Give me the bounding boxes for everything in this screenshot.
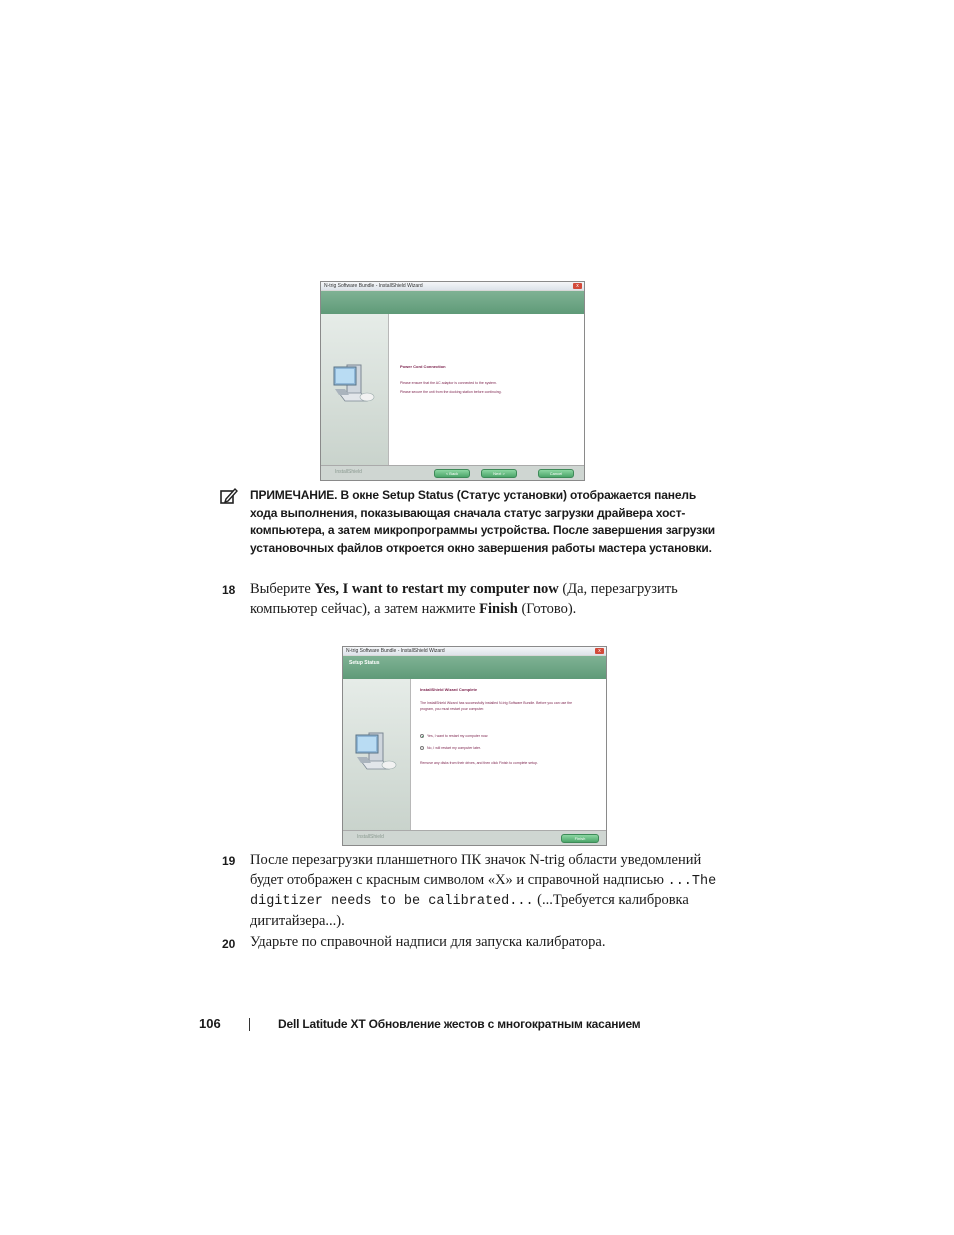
close-icon[interactable]: x — [595, 648, 604, 654]
step-18-t1: Выберите — [250, 581, 315, 597]
next-button[interactable]: Next > — [481, 469, 517, 478]
back-button[interactable]: < Back — [434, 469, 470, 478]
note-block — [250, 487, 720, 557]
step-18-number: 18 — [222, 583, 236, 597]
note-text-1: В окне — [337, 488, 383, 502]
content-line-1: The InstallShield Wizard has successfully installed N-trig Software Bundle. Before you can use the — [420, 701, 573, 705]
wizard-screenshot-power — [320, 281, 585, 481]
window-title: N-trig Software Bundle - InstallShield Wizard — [343, 647, 606, 655]
content-line-2: program, you must restart your computer. — [420, 707, 485, 711]
step-19-t1: После перезагрузки планшетного ПК значок N-trig области уведомлений будет отображен с красным символом «X» и справочной надписью — [250, 852, 702, 888]
cancel-button[interactable]: Cancel — [538, 469, 574, 478]
wizard-sidebar — [343, 679, 411, 831]
content-line-3: Remove any disks from their drives, and then click Finish to complete setup. — [420, 761, 538, 765]
content-heading: Power Cord Connection — [400, 364, 446, 369]
wizard-sidebar — [321, 314, 389, 466]
content-heading: InstallShield Wizard Complete — [420, 687, 478, 692]
step-18-text — [250, 580, 720, 619]
setup-status-title: Setup Status — [349, 660, 380, 666]
window-title: N-trig Software Bundle - InstallShield Wizard — [321, 282, 584, 290]
content-line-2: Please secure the unit from the docking station before continuing. — [400, 390, 502, 394]
restart-later-radio[interactable] — [420, 746, 424, 750]
step-20-number: 20 — [222, 937, 236, 951]
page-number: 106 — [199, 1016, 221, 1031]
wizard-content — [411, 679, 606, 831]
note-label: ПРИМЕЧАНИЕ. — [250, 488, 338, 502]
step-18-t3: (Готово). — [517, 600, 577, 617]
wizard-footer — [343, 830, 606, 845]
step-19-text — [250, 851, 720, 931]
installshield-brand: InstallShield — [335, 469, 362, 475]
note-bold-setup-status: Setup Status — [382, 488, 454, 502]
close-icon[interactable]: x — [573, 283, 582, 289]
step-19-t2: (...Требуется калибровка дигитайзера...). — [250, 892, 689, 929]
note-text-2: (Статус установки) отображается панель хода выполнения, показывающая сначала статус загрузки драйвера хост-компьютера, а затем микропрограммы устройства. После завершения загрузки установочных файлов откроется окно завершения работы мастера установки. — [250, 488, 716, 555]
wizard-footer — [321, 465, 584, 480]
installshield-brand: InstallShield — [357, 834, 384, 840]
finish-button[interactable]: Finish — [561, 834, 599, 843]
note-pencil-icon — [220, 487, 238, 505]
step-19-tooltip-text: ...The digitizer needs to be calibrated... — [250, 873, 717, 909]
header-band — [321, 291, 584, 314]
step-18-t2: (Да, перезагрузить компьютер сейчас), а затем нажмите — [250, 581, 678, 617]
step-19-number: 19 — [222, 854, 236, 868]
computer-icon — [353, 727, 399, 775]
step-18-bold-finish: Finish — [479, 600, 518, 617]
content-line-1: Please ensure that the AC adaptor is connected to the system. — [400, 381, 497, 385]
restart-now-label[interactable]: Yes, I want to restart my computer now. — [427, 734, 489, 738]
footer-divider — [249, 1018, 250, 1031]
footer-title: Dell Latitude XT Обновление жестов с многократным касанием — [278, 1017, 641, 1031]
wizard-content — [389, 314, 584, 466]
restart-later-label[interactable]: No, I will restart my computer later. — [427, 746, 481, 750]
header-band — [343, 656, 606, 679]
restart-now-radio[interactable] — [420, 734, 424, 738]
wizard-screenshot-complete — [342, 646, 607, 846]
computer-icon — [331, 359, 377, 407]
step-20-text: Ударьте по справочной надписи для запуска калибратора. — [250, 934, 606, 950]
step-18-bold-option: Yes, I want to restart my computer now — [314, 581, 559, 597]
